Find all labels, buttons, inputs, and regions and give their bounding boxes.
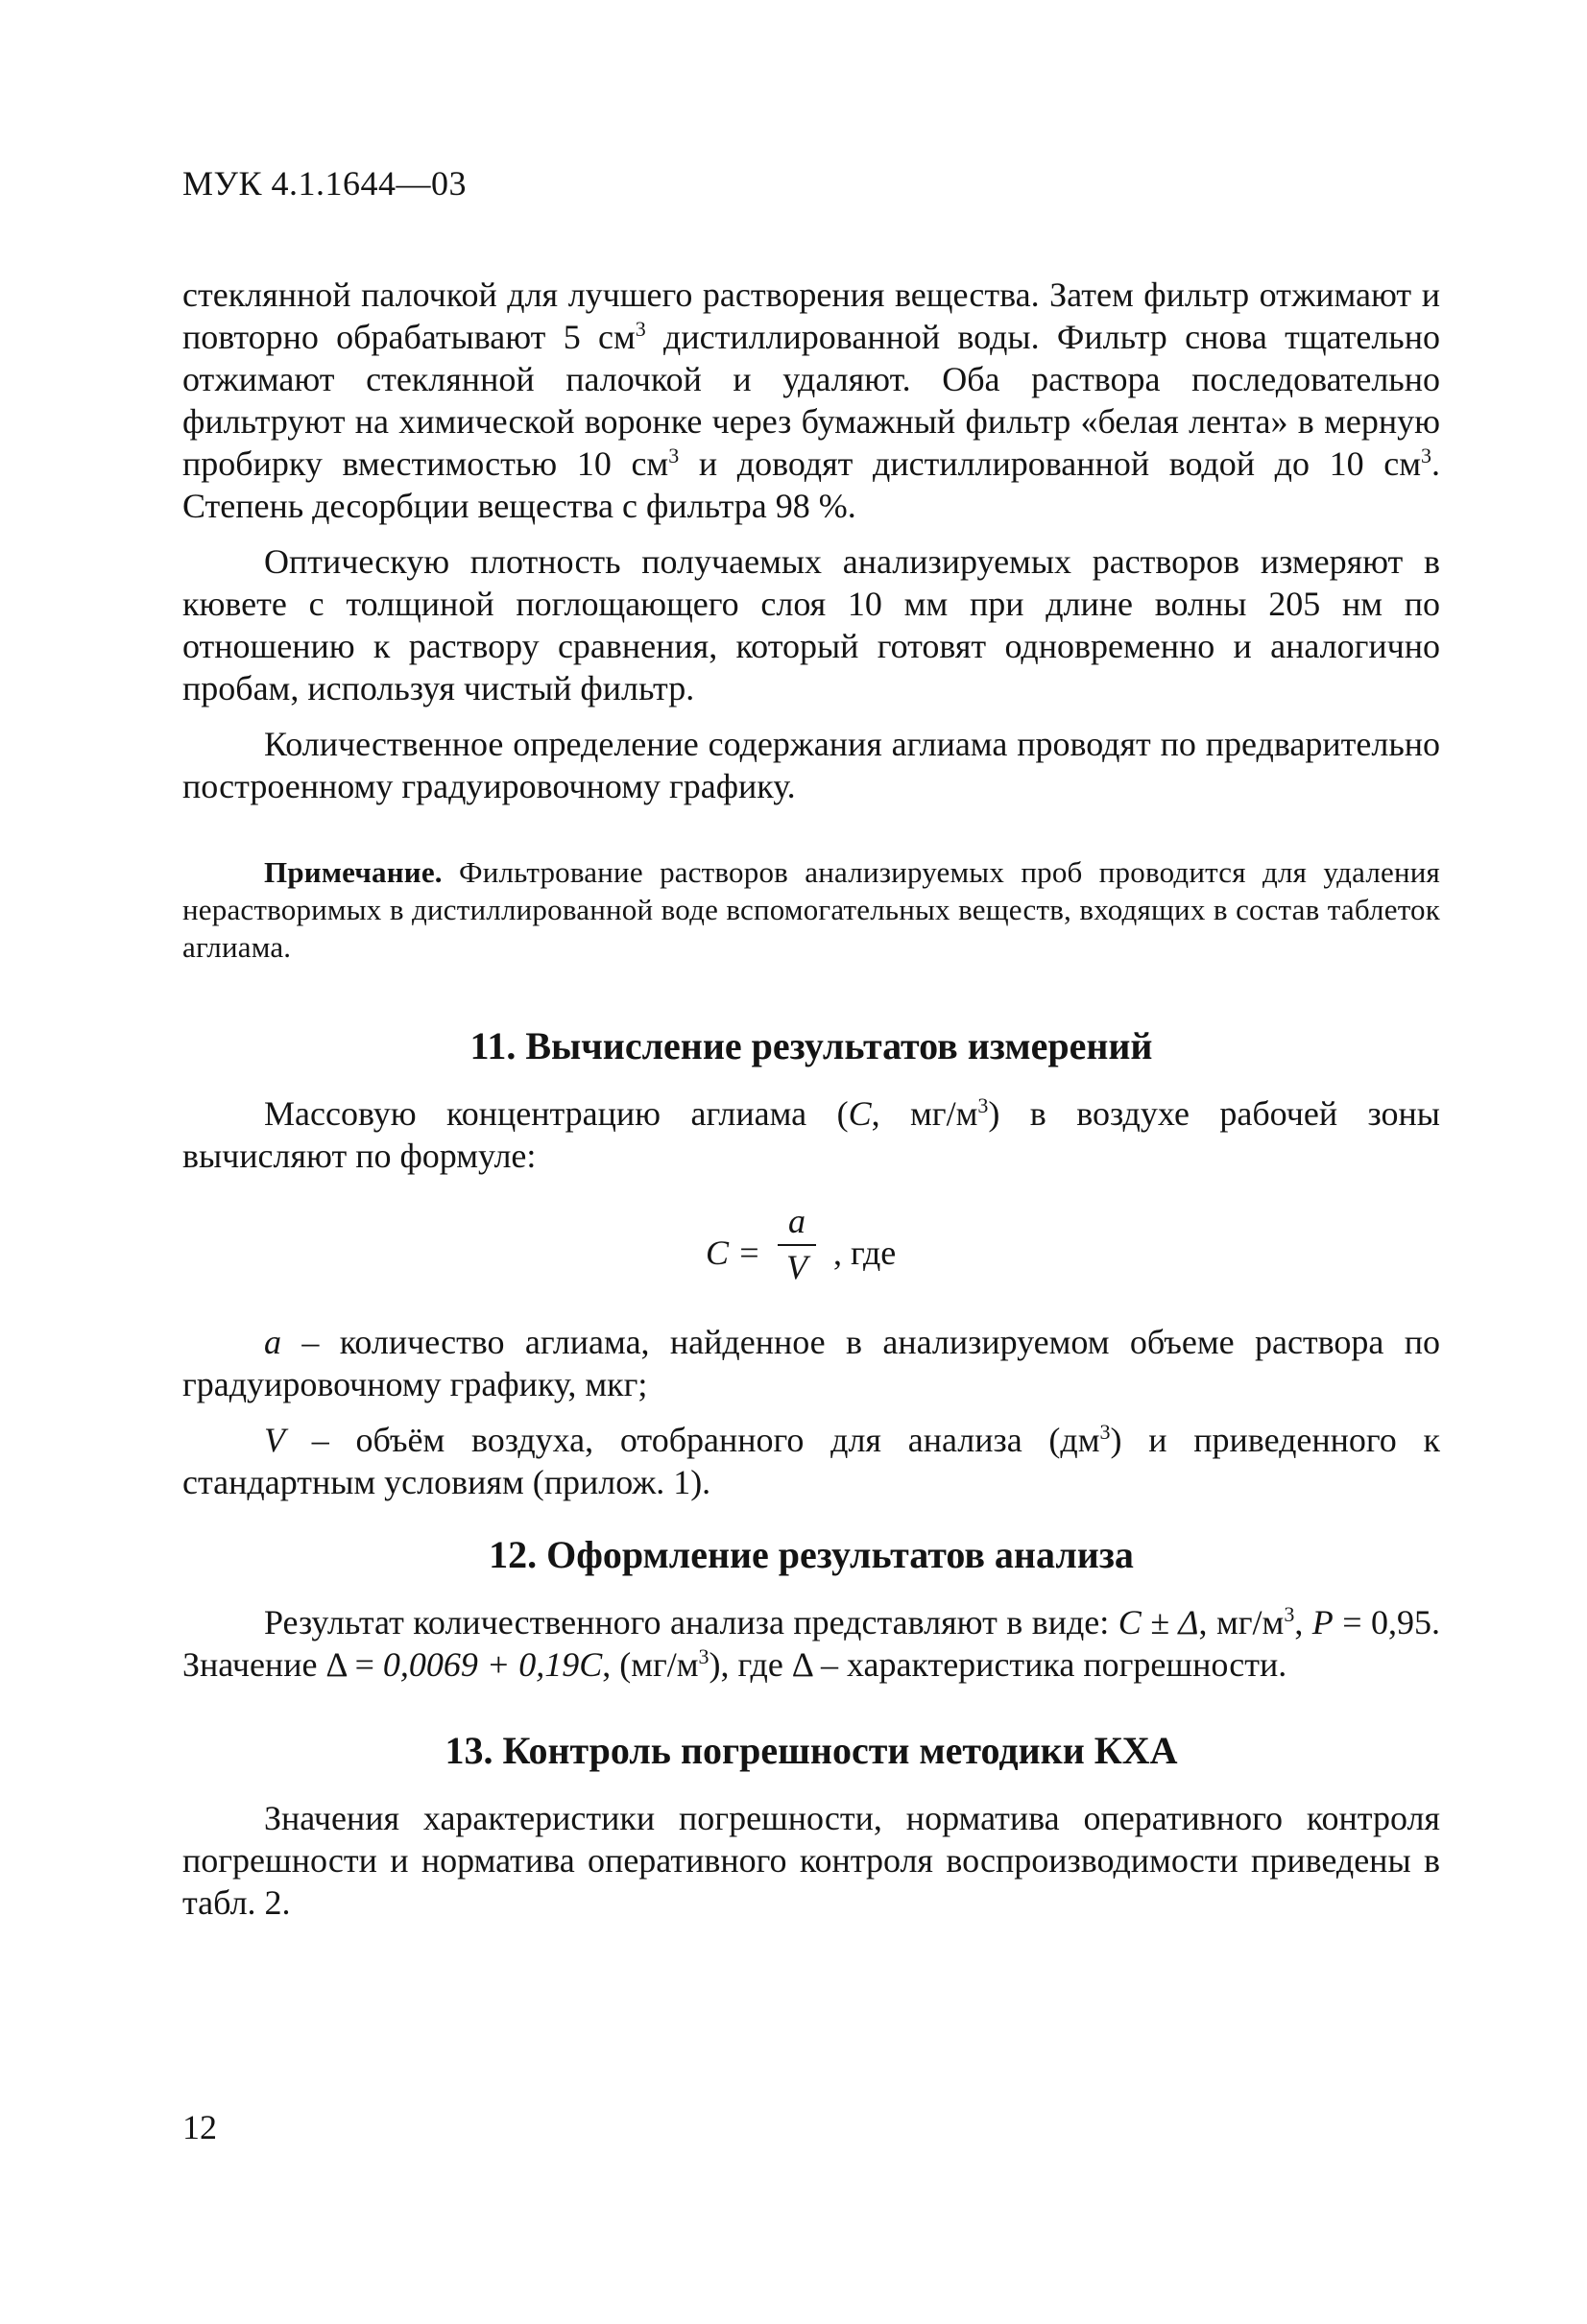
definition-a-text: – количество аглиама, найденное в анализируемом объеме раствора по градуировочному графику, мкг; (182, 1323, 1440, 1403)
section-11-intro-var: C (848, 1094, 872, 1133)
section-11-intro-a: Массовую концентрацию аглиама ( (264, 1094, 849, 1133)
superscript-cube: 3 (1421, 443, 1431, 467)
definition-a (182, 1321, 1440, 1405)
page-content (182, 274, 1440, 1924)
formula-lhs: C = (706, 1234, 761, 1272)
definition-v-text-a: – объём воздуха, отобранного для анализа (дм (285, 1421, 1100, 1459)
note-label: Примечание. (264, 855, 443, 889)
superscript-cube: 3 (1099, 1420, 1111, 1444)
section-12-expr: C ± Δ (1118, 1603, 1199, 1641)
section-11-title: 11. Вычисление результатов измерений (469, 1024, 1153, 1067)
page-number: 12 (182, 2108, 217, 2146)
definition-v (182, 1419, 1440, 1503)
page-header-doc-code: МУК 4.1.1644—03 (182, 164, 468, 203)
note (182, 853, 1440, 966)
section-12-text-b: , мг/м (1198, 1603, 1285, 1641)
paragraph-1-part-c: и доводят дистиллированной водой до 10 см (679, 444, 1421, 483)
section-12-text-c: , (1294, 1603, 1312, 1641)
superscript-cube: 3 (977, 1093, 989, 1117)
section-13-text: Значения характеристики погрешности, норматива оперативного контроля погрешности и норматива оперативного контроля воспроизводимости приведены в табл. 2. (182, 1799, 1440, 1922)
superscript-cube: 3 (635, 317, 646, 341)
formula-suffix: , где (833, 1234, 897, 1272)
superscript-cube: 3 (698, 1644, 709, 1668)
section-12-text-e: , (мг/м (602, 1645, 699, 1684)
section-12-text-f: ), где Δ – характеристика погрешности. (709, 1645, 1287, 1684)
definition-v-text-b: ) и приведенного к стандартным условиям (прилож. 1). (182, 1421, 1441, 1501)
formula (182, 1202, 1440, 1307)
section-11-intro-c: ) в воздухе рабочей зоны вычисляют по формуле: (182, 1094, 1440, 1175)
superscript-cube: 3 (668, 443, 680, 467)
section-12-title: 12. Оформление результатов анализа (489, 1533, 1134, 1576)
section-12-text-a: Результат количественного анализа представляют в виде: (264, 1603, 1118, 1641)
paragraph-2: Оптическую плотность получаемых анализируемых растворов измеряют в кювете с толщиной поглощающего слоя 10 мм при длине волны 205 нм по отношению к раствору сравнения, который готовят одновременно и аналогично пробам, используя чистый фильтр. (182, 542, 1440, 707)
paragraph-1 (182, 274, 1440, 527)
formula-denominator: V (786, 1248, 807, 1286)
formula-fraction (778, 1202, 816, 1286)
paragraph-3: Количественное определение содержания аглиама проводят по предварительно построенному градуировочному графику. (182, 725, 1440, 805)
note-text: Фильтрование растворов анализируемых проб проводится для удаления нерастворимых в дистиллированной воде вспомогательных веществ, входящих в состав таблеток аглиама. (182, 855, 1440, 964)
fraction-bar (778, 1244, 816, 1246)
definition-v-var: V (264, 1421, 285, 1459)
section-12-text (182, 1601, 1440, 1686)
section-11-intro (182, 1092, 1440, 1177)
paragraph-1-part-d: . Степень десорбции вещества с фильтра 98 %. (182, 444, 1440, 525)
paragraph-1-part-a: стеклянной палочкой для лучшего растворения вещества. Затем фильтр отжимают и повторно обрабатывают 5 см (182, 276, 1440, 356)
section-11-intro-b: , мг/м (871, 1094, 978, 1133)
section-12-text-d: = 0,95. Значение Δ = (182, 1603, 1440, 1684)
section-12-delta-expr: 0,0069 + 0,19C (382, 1645, 603, 1684)
superscript-cube: 3 (1284, 1602, 1295, 1626)
section-13-title: 13. Контроль погрешности методики КХА (445, 1729, 1178, 1772)
paragraph-1-part-b: дистиллированной воды. Фильтр снова тщательно отжимают стеклянной палочкой и удаляют. Оба раствора последовательно фильтруют на химической воронке через бумажный фильтр «белая лента» в мерную пробирку вместимостью 10 см (182, 318, 1440, 483)
section-12-p-var: P (1311, 1603, 1334, 1641)
formula-numerator: a (788, 1202, 806, 1240)
definition-a-var: a (264, 1323, 281, 1361)
